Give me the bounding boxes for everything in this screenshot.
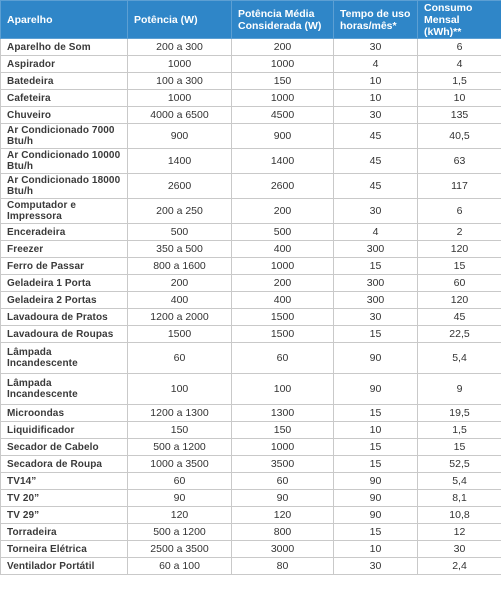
table-row [1, 439, 501, 456]
cell-tempo-uso: 15 [334, 456, 418, 473]
cell-potencia: 400 [128, 292, 232, 309]
cell-tempo-uso: 90 [334, 490, 418, 507]
cell-potencia: 350 a 500 [128, 241, 232, 258]
cell-consumo-mensal: 120 [418, 241, 501, 258]
cell-potencia-media: 200 [232, 199, 334, 224]
cell-potencia: 1000 [128, 90, 232, 107]
cell-aparelho: Geladeira 2 Portas [1, 292, 128, 309]
cell-aparelho: Lâmpada Incandescente [1, 343, 128, 374]
cell-aparelho: Computador e Impressora [1, 199, 128, 224]
cell-potencia: 1000 [128, 56, 232, 73]
header-consumo-mensal: Consumo Mensal (kWh)** [418, 1, 501, 39]
cell-tempo-uso: 4 [334, 224, 418, 241]
cell-consumo-mensal: 12 [418, 524, 501, 541]
cell-aparelho: TV14” [1, 473, 128, 490]
table-row [1, 374, 501, 405]
cell-potencia-media: 2600 [232, 174, 334, 199]
cell-consumo-mensal: 52,5 [418, 456, 501, 473]
cell-consumo-mensal: 135 [418, 107, 501, 124]
cell-aparelho: Ventilador Portátil [1, 558, 128, 575]
cell-aparelho: Freezer [1, 241, 128, 258]
cell-aparelho: Aparelho de Som [1, 39, 128, 56]
cell-potencia-media: 500 [232, 224, 334, 241]
table-row [1, 199, 501, 224]
cell-potencia-media: 400 [232, 241, 334, 258]
cell-consumo-mensal: 9 [418, 374, 501, 405]
table-row [1, 292, 501, 309]
cell-potencia-media: 3000 [232, 541, 334, 558]
cell-potencia: 120 [128, 507, 232, 524]
cell-potencia: 150 [128, 422, 232, 439]
cell-consumo-mensal: 1,5 [418, 422, 501, 439]
cell-consumo-mensal: 2 [418, 224, 501, 241]
cell-tempo-uso: 15 [334, 439, 418, 456]
table-row [1, 343, 501, 374]
cell-consumo-mensal: 117 [418, 174, 501, 199]
cell-potencia-media: 200 [232, 275, 334, 292]
table-header [1, 1, 501, 39]
table-row [1, 275, 501, 292]
cell-potencia-media: 80 [232, 558, 334, 575]
cell-potencia-media: 900 [232, 124, 334, 149]
cell-tempo-uso: 45 [334, 174, 418, 199]
cell-consumo-mensal: 15 [418, 439, 501, 456]
cell-potencia: 60 [128, 473, 232, 490]
cell-tempo-uso: 30 [334, 558, 418, 575]
table-row [1, 124, 501, 149]
cell-potencia-media: 1000 [232, 90, 334, 107]
table-row [1, 107, 501, 124]
cell-potencia: 90 [128, 490, 232, 507]
cell-tempo-uso: 30 [334, 199, 418, 224]
cell-tempo-uso: 300 [334, 275, 418, 292]
cell-consumo-mensal: 8,1 [418, 490, 501, 507]
cell-potencia: 200 [128, 275, 232, 292]
cell-consumo-mensal: 2,4 [418, 558, 501, 575]
cell-aparelho: Lavadoura de Roupas [1, 326, 128, 343]
table-row [1, 558, 501, 575]
cell-aparelho: Secadora de Roupa [1, 456, 128, 473]
cell-tempo-uso: 15 [334, 326, 418, 343]
cell-potencia-media: 800 [232, 524, 334, 541]
cell-consumo-mensal: 120 [418, 292, 501, 309]
cell-tempo-uso: 90 [334, 374, 418, 405]
cell-potencia: 2500 a 3500 [128, 541, 232, 558]
cell-aparelho: Ar Condicionado 18000 Btu/h [1, 174, 128, 199]
cell-aparelho: Torradeira [1, 524, 128, 541]
cell-aparelho: Ar Condicionado 10000 Btu/h [1, 149, 128, 174]
cell-potencia: 1200 a 2000 [128, 309, 232, 326]
table-row [1, 149, 501, 174]
table-row [1, 405, 501, 422]
cell-potencia-media: 4500 [232, 107, 334, 124]
cell-potencia-media: 150 [232, 422, 334, 439]
cell-potencia-media: 1400 [232, 149, 334, 174]
cell-potencia: 1200 a 1300 [128, 405, 232, 422]
header-tempo-uso: Tempo de uso horas/mês* [334, 1, 418, 39]
header-aparelho: Aparelho [1, 1, 128, 39]
cell-aparelho: Aspirador [1, 56, 128, 73]
table-row [1, 422, 501, 439]
cell-potencia-media: 400 [232, 292, 334, 309]
cell-consumo-mensal: 63 [418, 149, 501, 174]
cell-aparelho: Cafeteira [1, 90, 128, 107]
table-row [1, 456, 501, 473]
table-row [1, 258, 501, 275]
cell-aparelho: Liquidificador [1, 422, 128, 439]
cell-aparelho: Geladeira 1 Porta [1, 275, 128, 292]
cell-potencia: 1400 [128, 149, 232, 174]
cell-consumo-mensal: 10 [418, 90, 501, 107]
table-row [1, 174, 501, 199]
cell-aparelho: Torneira Elétrica [1, 541, 128, 558]
table-row [1, 241, 501, 258]
cell-tempo-uso: 90 [334, 473, 418, 490]
cell-potencia: 500 a 1200 [128, 439, 232, 456]
table-row [1, 473, 501, 490]
cell-potencia-media: 1500 [232, 309, 334, 326]
cell-potencia: 900 [128, 124, 232, 149]
cell-potencia-media: 1500 [232, 326, 334, 343]
table-row [1, 73, 501, 90]
cell-potencia: 60 a 100 [128, 558, 232, 575]
cell-aparelho: Batedeira [1, 73, 128, 90]
cell-potencia: 1000 a 3500 [128, 456, 232, 473]
cell-tempo-uso: 30 [334, 39, 418, 56]
cell-tempo-uso: 4 [334, 56, 418, 73]
cell-potencia: 100 a 300 [128, 73, 232, 90]
cell-aparelho: Ar Condicionado 7000 Btu/h [1, 124, 128, 149]
cell-consumo-mensal: 10,8 [418, 507, 501, 524]
cell-potencia: 200 a 300 [128, 39, 232, 56]
cell-tempo-uso: 30 [334, 107, 418, 124]
cell-aparelho: TV 20” [1, 490, 128, 507]
cell-consumo-mensal: 4 [418, 56, 501, 73]
cell-consumo-mensal: 19,5 [418, 405, 501, 422]
cell-potencia: 800 a 1600 [128, 258, 232, 275]
cell-tempo-uso: 300 [334, 241, 418, 258]
cell-tempo-uso: 10 [334, 90, 418, 107]
cell-potencia-media: 1300 [232, 405, 334, 422]
cell-consumo-mensal: 45 [418, 309, 501, 326]
cell-potencia: 500 a 1200 [128, 524, 232, 541]
cell-potencia-media: 120 [232, 507, 334, 524]
cell-potencia-media: 1000 [232, 56, 334, 73]
cell-potencia-media: 1000 [232, 439, 334, 456]
table-row [1, 524, 501, 541]
table-row [1, 541, 501, 558]
table-row [1, 490, 501, 507]
header-potencia: Potência (W) [128, 1, 232, 39]
cell-consumo-mensal: 15 [418, 258, 501, 275]
table-row [1, 224, 501, 241]
cell-potencia-media: 100 [232, 374, 334, 405]
cell-potencia-media: 60 [232, 473, 334, 490]
cell-potencia-media: 150 [232, 73, 334, 90]
cell-potencia: 100 [128, 374, 232, 405]
cell-potencia-media: 3500 [232, 456, 334, 473]
cell-tempo-uso: 10 [334, 541, 418, 558]
cell-potencia: 200 a 250 [128, 199, 232, 224]
cell-consumo-mensal: 5,4 [418, 343, 501, 374]
cell-aparelho: Ferro de Passar [1, 258, 128, 275]
cell-tempo-uso: 300 [334, 292, 418, 309]
cell-tempo-uso: 45 [334, 124, 418, 149]
cell-tempo-uso: 90 [334, 507, 418, 524]
table-row [1, 56, 501, 73]
cell-aparelho: Enceradeira [1, 224, 128, 241]
table-row [1, 39, 501, 56]
cell-potencia-media: 60 [232, 343, 334, 374]
cell-aparelho: TV 29” [1, 507, 128, 524]
cell-consumo-mensal: 40,5 [418, 124, 501, 149]
header-potencia-media: Potência Média Considerada (W) [232, 1, 334, 39]
cell-consumo-mensal: 6 [418, 39, 501, 56]
table-row [1, 507, 501, 524]
cell-aparelho: Lâmpada Incandescente [1, 374, 128, 405]
cell-consumo-mensal: 22,5 [418, 326, 501, 343]
cell-aparelho: Secador de Cabelo [1, 439, 128, 456]
table-body [1, 39, 501, 575]
table-row [1, 326, 501, 343]
header-row [1, 1, 501, 39]
cell-potencia: 2600 [128, 174, 232, 199]
cell-aparelho: Lavadoura de Pratos [1, 309, 128, 326]
cell-tempo-uso: 15 [334, 258, 418, 275]
cell-tempo-uso: 10 [334, 422, 418, 439]
cell-consumo-mensal: 60 [418, 275, 501, 292]
cell-consumo-mensal: 5,4 [418, 473, 501, 490]
table-row [1, 90, 501, 107]
cell-aparelho: Microondas [1, 405, 128, 422]
cell-consumo-mensal: 6 [418, 199, 501, 224]
cell-potencia-media: 90 [232, 490, 334, 507]
table-row [1, 309, 501, 326]
cell-tempo-uso: 45 [334, 149, 418, 174]
cell-consumo-mensal: 30 [418, 541, 501, 558]
cell-potencia-media: 200 [232, 39, 334, 56]
cell-tempo-uso: 30 [334, 309, 418, 326]
cell-tempo-uso: 15 [334, 405, 418, 422]
cell-potencia: 1500 [128, 326, 232, 343]
cell-tempo-uso: 10 [334, 73, 418, 90]
cell-tempo-uso: 90 [334, 343, 418, 374]
cell-tempo-uso: 15 [334, 524, 418, 541]
cell-potencia-media: 1000 [232, 258, 334, 275]
cell-aparelho: Chuveiro [1, 107, 128, 124]
cell-potencia: 60 [128, 343, 232, 374]
cell-potencia: 500 [128, 224, 232, 241]
cell-potencia: 4000 a 6500 [128, 107, 232, 124]
cell-consumo-mensal: 1,5 [418, 73, 501, 90]
